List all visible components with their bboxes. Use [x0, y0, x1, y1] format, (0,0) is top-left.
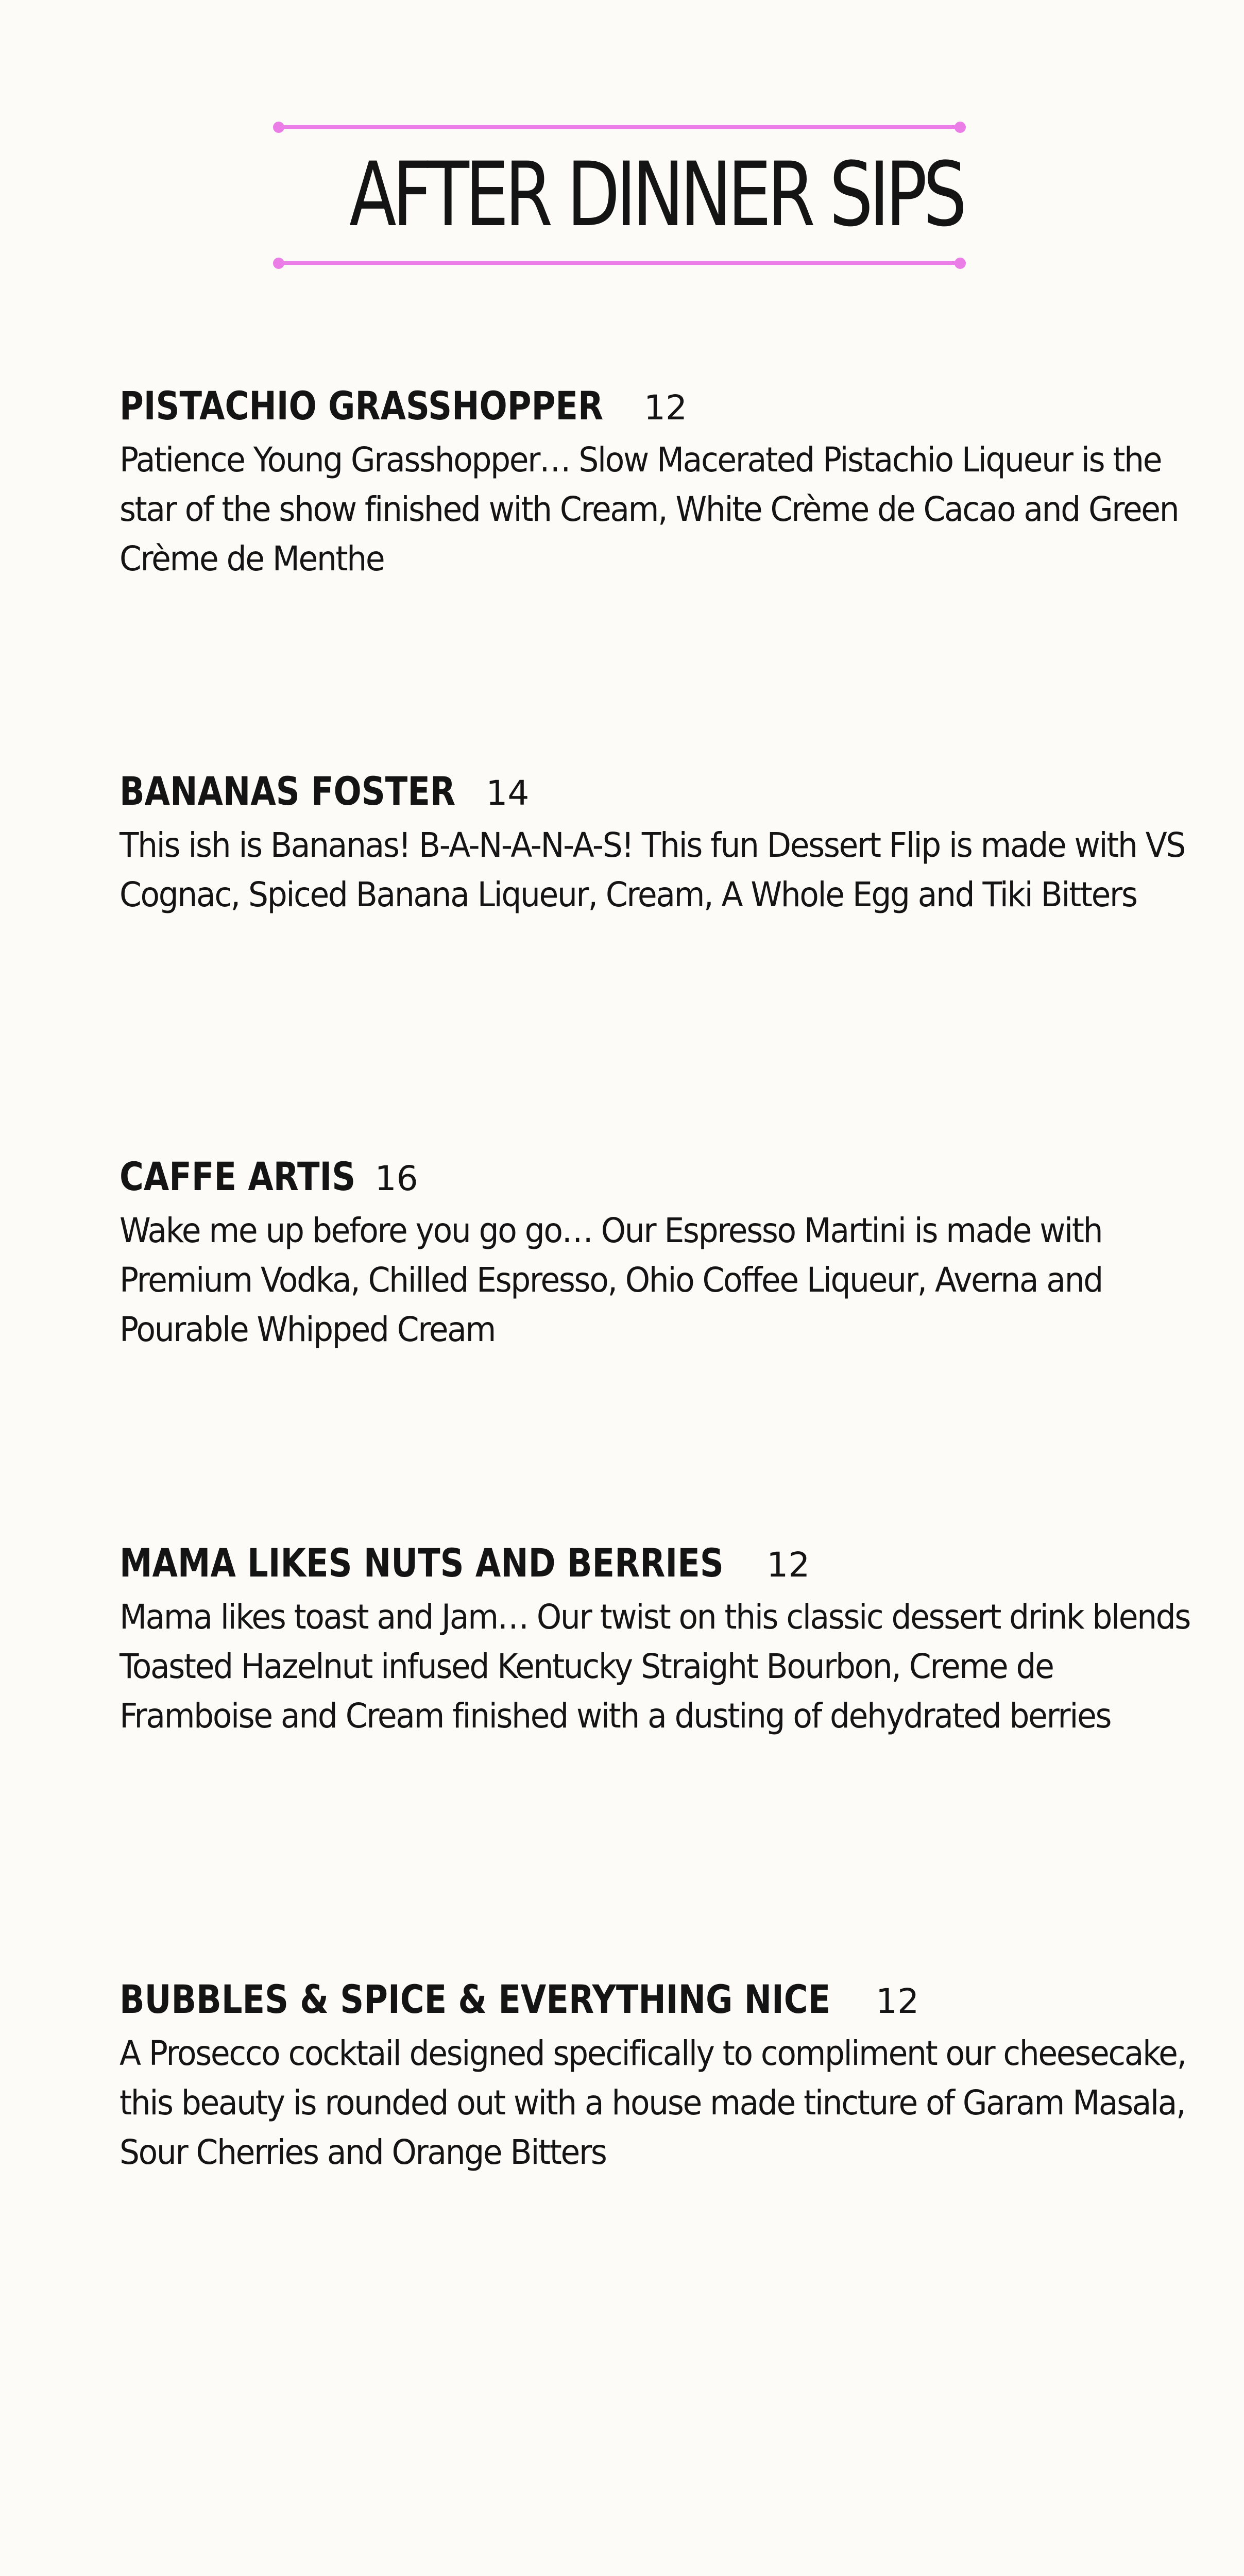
menu-item-price: 12: [766, 1545, 810, 1585]
top-divider: [277, 125, 962, 129]
menu-item-pistachio-grasshopper: [120, 381, 1212, 584]
title-frame: [273, 118, 966, 268]
divider-end-dot: [273, 258, 284, 269]
menu-item-price: 12: [876, 1981, 919, 2021]
menu-item-header: [120, 1538, 1212, 1592]
menu-item-description: This ish is Bananas! B-A-N-A-N-A-S! This fun Dessert Flip is made with VS Cognac, Spiced Banana Liqueur, Cream, A Whole Egg and Tiki Bitters: [120, 825, 1185, 914]
menu-item-name: BUBBLES & SPICE & EVERYTHING NICE: [120, 1976, 831, 2022]
menu-item-price: 14: [486, 773, 530, 813]
bottom-divider: [277, 261, 962, 265]
menu-item-price: 12: [644, 388, 688, 428]
menu-item-header: [120, 767, 1212, 821]
menu-item-header: [120, 1975, 1212, 2029]
menu-item-mama-likes-nuts-and-berries: [120, 1538, 1212, 1741]
menu-item-description: Patience Young Grasshopper… Slow Macerated Pistachio Liqueur is the star of the show finished with Cream, White Crème de Cacao and Green Crème de Menthe: [120, 440, 1179, 579]
divider-end-dot: [273, 122, 284, 133]
menu-item-name: MAMA LIKES NUTS AND BERRIES: [120, 1540, 724, 1586]
menu-item-caffe-artis: [120, 1152, 1212, 1354]
divider-end-dot: [955, 122, 966, 133]
menu-title: AFTER DINNER SIPS: [349, 143, 963, 246]
menu-item-description: A Prosecco cocktail designed specifically to compliment our cheesecake, this beauty is rounded out with a house made tincture of Garam Masala, Sour Cherries and Orange Bitters: [120, 2033, 1186, 2172]
menu-item-price: 16: [374, 1159, 418, 1198]
menu-item-name: PISTACHIO GRASSHOPPER: [120, 383, 604, 429]
menu-item-name: CAFFE ARTIS: [120, 1154, 356, 1199]
menu-item-header: [120, 381, 1212, 435]
divider-end-dot: [955, 258, 966, 269]
menu-item-name: BANANAS FOSTER: [120, 768, 456, 814]
menu-item-bananas-foster: [120, 767, 1212, 920]
menu-item-description: Wake me up before you go go… Our Espresso Martini is made with Premium Vodka, Chilled Espresso, Ohio Coffee Liqueur, Averna and Pourable Whipped Cream: [120, 1211, 1102, 1349]
menu-item-description: Mama likes toast and Jam… Our twist on this classic dessert drink blends Toasted Hazelnut infused Kentucky Straight Bourbon, Creme de Framboise and Cream finished with a dusting of dehydrated berries: [120, 1597, 1190, 1736]
menu-item-bubbles-spice-everything-nice: [120, 1975, 1212, 2177]
menu-item-header: [120, 1152, 1212, 1206]
